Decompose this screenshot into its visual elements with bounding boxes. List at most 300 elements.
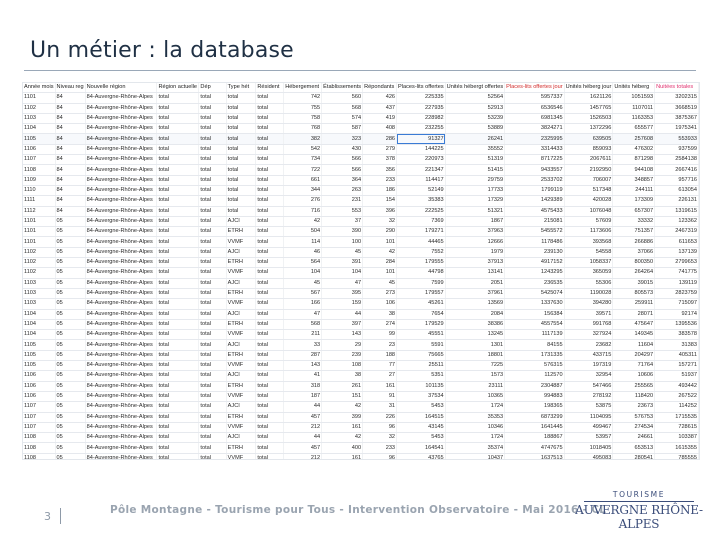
- table-cell[interactable]: 1106: [23, 371, 55, 381]
- table-cell[interactable]: 05: [55, 247, 85, 257]
- table-cell[interactable]: 568: [284, 319, 322, 329]
- table-cell[interactable]: 278192: [564, 391, 613, 401]
- table-cell[interactable]: 84155: [505, 340, 564, 350]
- table-cell[interactable]: 45: [284, 278, 322, 288]
- table-cell[interactable]: total: [226, 196, 256, 206]
- table-cell[interactable]: 05: [55, 268, 85, 278]
- table-cell[interactable]: total: [199, 391, 226, 401]
- table-cell[interactable]: 639505: [564, 134, 613, 144]
- table-cell[interactable]: 84: [55, 103, 85, 113]
- table-cell[interactable]: 1103: [23, 113, 55, 123]
- table-cell[interactable]: 39571: [564, 309, 613, 319]
- table-cell[interactable]: total: [157, 361, 199, 371]
- table-cell[interactable]: 84-Auvergne-Rhône-Alpes: [85, 93, 157, 103]
- table-cell[interactable]: 44: [322, 309, 363, 319]
- table-cell[interactable]: 198365: [505, 402, 564, 412]
- table-cell[interactable]: 10606: [613, 371, 655, 381]
- table-cell[interactable]: 504: [284, 227, 322, 237]
- table-cell[interactable]: 47: [322, 278, 363, 288]
- table-cell[interactable]: 1102: [23, 268, 55, 278]
- table-cell[interactable]: total: [256, 319, 284, 329]
- table-cell[interactable]: 1117139: [505, 330, 564, 340]
- table-cell[interactable]: 143: [284, 361, 322, 371]
- table-cell[interactable]: total: [157, 319, 199, 329]
- table-cell[interactable]: 92174: [655, 309, 699, 319]
- table-cell[interactable]: VVMF: [226, 391, 256, 401]
- table-cell[interactable]: 1106: [23, 381, 55, 391]
- table-cell[interactable]: 101135: [397, 381, 446, 391]
- table-cell[interactable]: total: [157, 443, 199, 453]
- table-cell[interactable]: total: [256, 103, 284, 113]
- table-cell[interactable]: 568: [322, 103, 363, 113]
- table-cell[interactable]: 33332: [613, 216, 655, 226]
- table-cell[interactable]: 47: [284, 309, 322, 319]
- table-cell[interactable]: 255565: [613, 381, 655, 391]
- column-header[interactable]: Places-lits offertes: [397, 83, 446, 93]
- table-cell[interactable]: 151: [322, 391, 363, 401]
- table-cell[interactable]: 1641445: [505, 422, 564, 432]
- table-cell[interactable]: 1108: [23, 453, 55, 460]
- table-cell[interactable]: 7369: [397, 216, 446, 226]
- table-cell[interactable]: 84-Auvergne-Rhône-Alpes: [85, 196, 157, 206]
- table-cell[interactable]: 149345: [613, 330, 655, 340]
- table-cell[interactable]: 114: [284, 237, 322, 247]
- table-cell[interactable]: 05: [55, 371, 85, 381]
- table-cell[interactable]: total: [199, 206, 226, 216]
- table-cell[interactable]: total: [256, 134, 284, 144]
- table-cell[interactable]: total: [256, 175, 284, 185]
- table-cell[interactable]: 05: [55, 340, 85, 350]
- table-cell[interactable]: 84-Auvergne-Rhône-Alpes: [85, 309, 157, 319]
- table-cell[interactable]: 1104: [23, 124, 55, 134]
- table-cell[interactable]: total: [157, 412, 199, 422]
- table-cell[interactable]: 10437: [445, 453, 505, 460]
- table-cell[interactable]: 84-Auvergne-Rhône-Alpes: [85, 391, 157, 401]
- table-cell[interactable]: 393568: [564, 237, 613, 247]
- table-cell[interactable]: 716: [284, 206, 322, 216]
- table-cell[interactable]: 31: [363, 402, 397, 412]
- table-cell[interactable]: total: [256, 227, 284, 237]
- table-cell[interactable]: 1301: [445, 340, 505, 350]
- table-cell[interactable]: total: [256, 299, 284, 309]
- table-cell[interactable]: 32: [363, 433, 397, 443]
- table-cell[interactable]: 84-Auvergne-Rhône-Alpes: [85, 278, 157, 288]
- table-cell[interactable]: 5455572: [505, 227, 564, 237]
- table-cell[interactable]: 157271: [655, 361, 699, 371]
- table-cell[interactable]: total: [199, 340, 226, 350]
- table-cell[interactable]: 378: [363, 155, 397, 165]
- table-cell[interactable]: 785555: [655, 453, 699, 460]
- table-cell[interactable]: 05: [55, 433, 85, 443]
- table-cell[interactable]: AJCI: [226, 402, 256, 412]
- table-cell[interactable]: 755: [284, 103, 322, 113]
- table-cell[interactable]: 05: [55, 258, 85, 268]
- table-cell[interactable]: total: [256, 391, 284, 401]
- table-cell[interactable]: 104: [322, 268, 363, 278]
- table-cell[interactable]: 51415: [445, 165, 505, 175]
- table-cell[interactable]: 212: [284, 453, 322, 460]
- table-cell[interactable]: 1731335: [505, 350, 564, 360]
- table-cell[interactable]: total: [157, 175, 199, 185]
- table-cell[interactable]: 84-Auvergne-Rhône-Alpes: [85, 103, 157, 113]
- table-cell[interactable]: 433715: [564, 350, 613, 360]
- table-cell[interactable]: total: [226, 113, 256, 123]
- table-cell[interactable]: total: [157, 155, 199, 165]
- table-cell[interactable]: total: [199, 165, 226, 175]
- table-cell[interactable]: total: [256, 361, 284, 371]
- table-cell[interactable]: total: [157, 278, 199, 288]
- table-cell[interactable]: total: [226, 206, 256, 216]
- table-cell[interactable]: 32954: [564, 371, 613, 381]
- table-cell[interactable]: 400: [322, 443, 363, 453]
- table-cell[interactable]: total: [256, 216, 284, 226]
- table-cell[interactable]: 1076048: [564, 206, 613, 216]
- table-cell[interactable]: 383578: [655, 330, 699, 340]
- table-cell[interactable]: 553: [322, 206, 363, 216]
- table-cell[interactable]: 800350: [613, 258, 655, 268]
- table-cell[interactable]: 476302: [613, 144, 655, 154]
- table-cell[interactable]: AJCI: [226, 278, 256, 288]
- table-cell[interactable]: 84: [55, 175, 85, 185]
- table-cell[interactable]: AJCI: [226, 247, 256, 257]
- table-cell[interactable]: 396: [363, 206, 397, 216]
- table-cell[interactable]: 84-Auvergne-Rhône-Alpes: [85, 237, 157, 247]
- table-cell[interactable]: 13569: [445, 299, 505, 309]
- table-cell[interactable]: 576753: [613, 412, 655, 422]
- table-cell[interactable]: 1573: [445, 371, 505, 381]
- table-cell[interactable]: total: [157, 185, 199, 195]
- table-cell[interactable]: 37961: [445, 288, 505, 298]
- table-cell[interactable]: 228982: [397, 113, 446, 123]
- table-cell[interactable]: 1372296: [564, 124, 613, 134]
- table-cell[interactable]: total: [157, 371, 199, 381]
- table-cell[interactable]: 751357: [613, 227, 655, 237]
- table-cell[interactable]: 2325995: [505, 134, 564, 144]
- table-cell[interactable]: 7599: [397, 278, 446, 288]
- table-cell[interactable]: total: [199, 299, 226, 309]
- table-cell[interactable]: 706007: [564, 175, 613, 185]
- table-cell[interactable]: 566: [322, 155, 363, 165]
- table-cell[interactable]: 53875: [564, 402, 613, 412]
- table-cell[interactable]: 29: [322, 340, 363, 350]
- table-cell[interactable]: 44798: [397, 268, 446, 278]
- table-cell[interactable]: 231: [322, 196, 363, 206]
- table-cell[interactable]: 45: [363, 278, 397, 288]
- table-cell[interactable]: 495083: [564, 453, 613, 460]
- table-cell[interactable]: 179557: [397, 288, 446, 298]
- table-cell[interactable]: 84-Auvergne-Rhône-Alpes: [85, 422, 157, 432]
- table-cell[interactable]: 54558: [564, 247, 613, 257]
- table-cell[interactable]: 1102: [23, 258, 55, 268]
- table-cell[interactable]: 233: [363, 443, 397, 453]
- table-cell[interactable]: 84-Auvergne-Rhône-Alpes: [85, 453, 157, 460]
- table-cell[interactable]: 84-Auvergne-Rhône-Alpes: [85, 216, 157, 226]
- table-cell[interactable]: 274534: [613, 422, 655, 432]
- table-cell[interactable]: total: [199, 278, 226, 288]
- table-cell[interactable]: total: [199, 93, 226, 103]
- table-cell[interactable]: 222525: [397, 206, 446, 216]
- table-cell[interactable]: 1106: [23, 391, 55, 401]
- table-cell[interactable]: 197319: [564, 361, 613, 371]
- table-cell[interactable]: 1101: [23, 227, 55, 237]
- table-cell[interactable]: total: [256, 247, 284, 257]
- table-cell[interactable]: 261: [322, 381, 363, 391]
- table-cell[interactable]: 1163353: [613, 113, 655, 123]
- table-cell[interactable]: 05: [55, 412, 85, 422]
- table-cell[interactable]: 3875367: [655, 113, 699, 123]
- table-cell[interactable]: 728615: [655, 422, 699, 432]
- table-cell[interactable]: 114417: [397, 175, 446, 185]
- column-header[interactable]: Répondants: [363, 83, 397, 93]
- table-cell[interactable]: 1975341: [655, 124, 699, 134]
- table-cell[interactable]: total: [199, 216, 226, 226]
- table-cell[interactable]: 13141: [445, 268, 505, 278]
- column-header[interactable]: Unités hébergt offertes: [445, 83, 505, 93]
- table-cell[interactable]: 137139: [655, 247, 699, 257]
- table-cell[interactable]: 1102: [23, 247, 55, 257]
- table-cell[interactable]: 1103: [23, 288, 55, 298]
- table-cell[interactable]: 173309: [613, 196, 655, 206]
- table-cell[interactable]: 23673: [613, 402, 655, 412]
- table-cell[interactable]: total: [199, 422, 226, 432]
- table-cell[interactable]: 457: [284, 412, 322, 422]
- table-cell[interactable]: 35353: [445, 412, 505, 422]
- table-cell[interactable]: 99: [363, 330, 397, 340]
- table-cell[interactable]: total: [256, 237, 284, 247]
- table-cell[interactable]: 05: [55, 309, 85, 319]
- table-cell[interactable]: 564: [284, 258, 322, 268]
- table-cell[interactable]: total: [157, 237, 199, 247]
- table-cell[interactable]: AJCI: [226, 371, 256, 381]
- table-cell[interactable]: total: [157, 216, 199, 226]
- column-header[interactable]: Places-lits offertes jour: [505, 83, 564, 93]
- table-cell[interactable]: 1715535: [655, 412, 699, 422]
- table-cell[interactable]: 5351: [397, 371, 446, 381]
- table-cell[interactable]: 44465: [397, 237, 446, 247]
- table-cell[interactable]: total: [157, 165, 199, 175]
- column-header[interactable]: Nuitées totales: [655, 83, 699, 93]
- table-cell[interactable]: 426: [363, 93, 397, 103]
- table-cell[interactable]: 53239: [445, 113, 505, 123]
- table-cell[interactable]: 161: [363, 381, 397, 391]
- table-cell[interactable]: 44: [284, 402, 322, 412]
- table-cell[interactable]: 186: [363, 185, 397, 195]
- table-cell[interactable]: 1103: [23, 299, 55, 309]
- table-cell[interactable]: 239: [322, 350, 363, 360]
- table-cell[interactable]: total: [199, 237, 226, 247]
- table-cell[interactable]: total: [256, 278, 284, 288]
- table-cell[interactable]: VVMF: [226, 361, 256, 371]
- table-cell[interactable]: total: [226, 124, 256, 134]
- table-cell[interactable]: 43145: [397, 422, 446, 432]
- table-cell[interactable]: 27: [363, 371, 397, 381]
- table-cell[interactable]: total: [256, 371, 284, 381]
- table-cell[interactable]: 188867: [505, 433, 564, 443]
- table-cell[interactable]: 188: [363, 350, 397, 360]
- table-cell[interactable]: 1107011: [613, 103, 655, 113]
- table-cell[interactable]: 220973: [397, 155, 446, 165]
- table-cell[interactable]: 84: [55, 155, 85, 165]
- table-cell[interactable]: 96: [363, 422, 397, 432]
- table-cell[interactable]: 1104: [23, 330, 55, 340]
- table-cell[interactable]: 25511: [397, 361, 446, 371]
- table-cell[interactable]: 35552: [445, 144, 505, 154]
- table-cell[interactable]: 39015: [613, 278, 655, 288]
- table-cell[interactable]: 52149: [397, 185, 446, 195]
- table-cell[interactable]: 161: [322, 453, 363, 460]
- table-cell[interactable]: 42: [322, 433, 363, 443]
- table-cell[interactable]: 05: [55, 402, 85, 412]
- table-cell[interactable]: 17733: [445, 185, 505, 195]
- table-cell[interactable]: ETRH: [226, 227, 256, 237]
- table-cell[interactable]: AJCI: [226, 216, 256, 226]
- table-cell[interactable]: 101: [363, 268, 397, 278]
- table-cell[interactable]: AJCI: [226, 340, 256, 350]
- table-cell[interactable]: 1111: [23, 196, 55, 206]
- table-cell[interactable]: 871298: [613, 155, 655, 165]
- table-cell[interactable]: VVMF: [226, 330, 256, 340]
- table-cell[interactable]: 1178486: [505, 237, 564, 247]
- table-cell[interactable]: 437: [363, 103, 397, 113]
- table-cell[interactable]: 493442: [655, 381, 699, 391]
- table-cell[interactable]: 805573: [613, 288, 655, 298]
- table-cell[interactable]: 1105: [23, 134, 55, 144]
- table-cell[interactable]: 5453: [397, 402, 446, 412]
- table-cell[interactable]: 344: [284, 185, 322, 195]
- table-cell[interactable]: 1637513: [505, 453, 564, 460]
- table-cell[interactable]: 17329: [445, 196, 505, 206]
- table-cell[interactable]: 103387: [655, 433, 699, 443]
- table-cell[interactable]: total: [256, 144, 284, 154]
- table-cell[interactable]: 13245: [445, 330, 505, 340]
- table-cell[interactable]: 4575433: [505, 206, 564, 216]
- table-cell[interactable]: AJCI: [226, 309, 256, 319]
- table-cell[interactable]: 457: [284, 443, 322, 453]
- table-cell[interactable]: 574: [322, 113, 363, 123]
- table-cell[interactable]: 1101: [23, 237, 55, 247]
- table-cell[interactable]: 05: [55, 381, 85, 391]
- column-header[interactable]: Établissements: [322, 83, 363, 93]
- table-cell[interactable]: 84-Auvergne-Rhône-Alpes: [85, 381, 157, 391]
- table-cell[interactable]: 12666: [445, 237, 505, 247]
- table-cell[interactable]: 567: [284, 288, 322, 298]
- table-cell[interactable]: 05: [55, 453, 85, 460]
- table-cell[interactable]: 108: [322, 361, 363, 371]
- table-cell[interactable]: 286: [363, 134, 397, 144]
- table-cell[interactable]: 408: [363, 124, 397, 134]
- table-cell[interactable]: total: [157, 113, 199, 123]
- table-cell[interactable]: 1173606: [564, 227, 613, 237]
- table-cell[interactable]: total: [199, 443, 226, 453]
- table-cell[interactable]: total: [199, 113, 226, 123]
- table-cell[interactable]: 613054: [655, 185, 699, 195]
- table-cell[interactable]: VVMF: [226, 237, 256, 247]
- table-cell[interactable]: 3668519: [655, 103, 699, 113]
- table-cell[interactable]: 266886: [613, 237, 655, 247]
- table-cell[interactable]: 2667416: [655, 165, 699, 175]
- table-cell[interactable]: 6981345: [505, 113, 564, 123]
- table-cell[interactable]: total: [226, 134, 256, 144]
- table-cell[interactable]: total: [256, 453, 284, 460]
- table-cell[interactable]: 204297: [613, 350, 655, 360]
- table-cell[interactable]: 287: [284, 350, 322, 360]
- table-cell[interactable]: 84-Auvergne-Rhône-Alpes: [85, 433, 157, 443]
- table-cell[interactable]: VVMF: [226, 453, 256, 460]
- table-cell[interactable]: total: [256, 113, 284, 123]
- table-cell[interactable]: 123362: [655, 216, 699, 226]
- table-cell[interactable]: 37913: [445, 258, 505, 268]
- table-cell[interactable]: 215081: [505, 216, 564, 226]
- column-header[interactable]: Hébergement: [284, 83, 322, 93]
- table-cell[interactable]: 46: [284, 247, 322, 257]
- table-cell[interactable]: 2533702: [505, 175, 564, 185]
- table-cell[interactable]: 84-Auvergne-Rhône-Alpes: [85, 288, 157, 298]
- table-cell[interactable]: 5591: [397, 340, 446, 350]
- table-cell[interactable]: 05: [55, 319, 85, 329]
- table-cell[interactable]: 657307: [613, 206, 655, 216]
- table-cell[interactable]: 1104: [23, 319, 55, 329]
- table-cell[interactable]: 05: [55, 216, 85, 226]
- table-cell[interactable]: total: [199, 330, 226, 340]
- table-cell[interactable]: total: [199, 247, 226, 257]
- table-cell[interactable]: 179555: [397, 258, 446, 268]
- table-cell[interactable]: 1105: [23, 350, 55, 360]
- table-cell[interactable]: 84: [55, 165, 85, 175]
- table-cell[interactable]: 1108: [23, 433, 55, 443]
- table-cell[interactable]: 37534: [397, 391, 446, 401]
- table-cell[interactable]: 84-Auvergne-Rhône-Alpes: [85, 185, 157, 195]
- table-cell[interactable]: 84-Auvergne-Rhône-Alpes: [85, 206, 157, 216]
- table-cell[interactable]: 274: [363, 319, 397, 329]
- table-cell[interactable]: 84-Auvergne-Rhône-Alpes: [85, 113, 157, 123]
- table-cell[interactable]: 179529: [397, 319, 446, 329]
- table-cell[interactable]: 768: [284, 124, 322, 134]
- table-cell[interactable]: 734: [284, 155, 322, 165]
- table-cell[interactable]: 1105: [23, 361, 55, 371]
- table-cell[interactable]: 7654: [397, 309, 446, 319]
- column-header[interactable]: Niveau reg: [55, 83, 85, 93]
- table-cell[interactable]: total: [157, 453, 199, 460]
- table-cell[interactable]: total: [199, 185, 226, 195]
- table-cell[interactable]: 84-Auvergne-Rhône-Alpes: [85, 371, 157, 381]
- table-cell[interactable]: 11604: [613, 340, 655, 350]
- table-cell[interactable]: 71764: [613, 361, 655, 371]
- table-cell[interactable]: 84-Auvergne-Rhône-Alpes: [85, 155, 157, 165]
- table-cell[interactable]: 290: [363, 227, 397, 237]
- table-cell[interactable]: 05: [55, 299, 85, 309]
- table-cell[interactable]: 84: [55, 113, 85, 123]
- table-cell[interactable]: 391: [322, 258, 363, 268]
- table-cell[interactable]: 44: [284, 433, 322, 443]
- table-cell[interactable]: 1107: [23, 422, 55, 432]
- table-cell[interactable]: 553933: [655, 134, 699, 144]
- table-cell[interactable]: total: [226, 103, 256, 113]
- table-cell[interactable]: 547466: [564, 381, 613, 391]
- table-cell[interactable]: total: [157, 350, 199, 360]
- table-cell[interactable]: 2192950: [564, 165, 613, 175]
- table-cell[interactable]: total: [157, 330, 199, 340]
- table-cell[interactable]: total: [199, 175, 226, 185]
- table-cell[interactable]: total: [199, 268, 226, 278]
- table-cell[interactable]: 91: [363, 391, 397, 401]
- table-cell[interactable]: 226131: [655, 196, 699, 206]
- table-cell[interactable]: 106: [363, 299, 397, 309]
- table-cell[interactable]: total: [256, 258, 284, 268]
- table-cell[interactable]: 43765: [397, 453, 446, 460]
- table-cell[interactable]: 395: [322, 288, 363, 298]
- table-cell[interactable]: 84-Auvergne-Rhône-Alpes: [85, 412, 157, 422]
- table-cell[interactable]: 6536546: [505, 103, 564, 113]
